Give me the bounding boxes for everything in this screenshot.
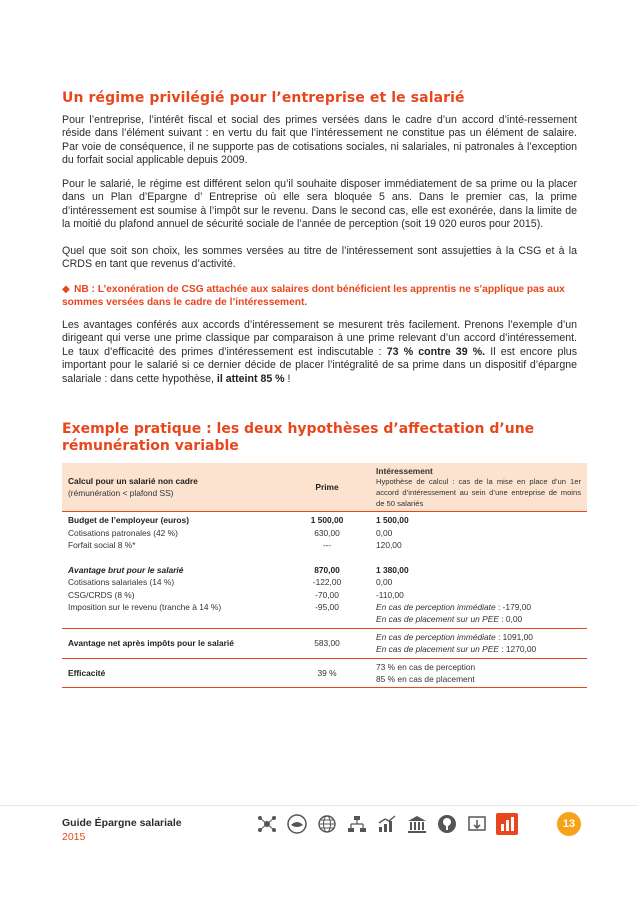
header-prime: Prime xyxy=(315,481,339,492)
eff-label: Efficacité xyxy=(62,658,284,688)
prime-cot-salariales: -122,00 xyxy=(312,577,342,588)
header-inter-sub: Hypothèse de calcul : cas de la mise en place d’un 1er accord d’intéressement au sein d’une entreprise de moins de 50 salariés xyxy=(376,477,581,508)
comparison-table xyxy=(62,463,587,688)
net-prime: 583,00 xyxy=(284,628,370,658)
label-csg-crds: CSG/CRDS (8 %) xyxy=(68,589,135,600)
budget-prime-values xyxy=(284,512,370,629)
inter-impot-pee-value: : 0,00 xyxy=(498,614,523,625)
budget-labels xyxy=(62,512,284,629)
label-impot: Imposition sur le revenu (tranche à 14 %) xyxy=(68,602,222,613)
section-title: Un régime privilégié pour l’entreprise et le salarié xyxy=(62,90,465,106)
example-title: Exemple pratique : les deux hypothèses d’affectation d’une rémunération variable xyxy=(62,421,535,454)
inter-forfait-social: 120,00 xyxy=(376,540,402,550)
eff-inter-placement: 85 % en cas de placement xyxy=(376,674,475,685)
header-calc-sub: (rémunération < plafond SS) xyxy=(68,488,174,499)
inter-csg-crds: -110,00 xyxy=(376,589,404,600)
label-budget: Budget de l’employeur (euros) xyxy=(68,515,189,526)
net-inter-immediate-value: : 1091,00 xyxy=(495,631,533,642)
header-calc-cell xyxy=(62,463,284,512)
handshake-icon[interactable] xyxy=(286,813,308,835)
prime-budget: 1 500,00 xyxy=(310,515,344,526)
p4-b: 73 % contre 39 %. xyxy=(386,345,486,358)
prime-csg-crds: -70,00 xyxy=(315,589,339,600)
net-label: Avantage net après impôts pour le salarié xyxy=(62,628,284,658)
footer-title: Guide Épargne salariale xyxy=(62,817,182,829)
p4-c: Il est encore plus important pour le salarié si ce dernier décide de placer l’intégralité de sa prime dans un dispositif d’épargne salariale : dans cette hypothèse, xyxy=(62,345,577,385)
label-cot-salariales: Cotisations salariales (14 %) xyxy=(68,577,175,588)
inter-impot-immediate-label: En cas de perception immédiate xyxy=(376,602,496,613)
nb-note xyxy=(62,283,577,310)
prime-impot: -95,00 xyxy=(315,602,339,613)
inter-impot-immediate xyxy=(376,601,581,613)
table-row-budget xyxy=(62,512,587,629)
p4-a: Les avantages conférés aux accords d’intéressement se mesurent très facilement. Prenons l’exemple d’un dirigeant qui verse une prime classique par comparaison à une prime relevant d’un accord d’intéressement. Le taux d’efficacité des primes d’intéressement est indiscutable : xyxy=(62,319,577,358)
footer-icon-bar xyxy=(256,813,556,841)
header-inter-cell xyxy=(370,463,587,512)
net-inter-immediate-label: En cas de perception immédiate xyxy=(376,631,496,642)
eff-inter-perception: 73 % en cas de perception xyxy=(376,661,476,672)
p4-e: ! xyxy=(284,372,291,385)
table-header-row xyxy=(62,463,587,512)
prime-avantage-brut: 870,00 xyxy=(314,564,340,575)
label-avantage-brut: Avantage brut pour le salarié xyxy=(68,564,184,575)
prime-forfait-social: --- xyxy=(322,540,332,550)
tree-icon[interactable] xyxy=(436,813,458,835)
prime-cot-patronales: 630,00 xyxy=(314,527,340,538)
bank-icon[interactable] xyxy=(406,813,428,835)
label-cot-patronales: Cotisations patronales (42 %) xyxy=(68,527,178,538)
paragraph-salarie: Pour le salarié, le régime est différent selon qu’il souhaite disposer immédiatement de sa prime ou la placer dans un Plan d’Epargne d’ Entreprise où elle sera bloquée 5 ans. Dans le premier cas, la prime d’intéressement est soumise à l’impôt sur le revenu. Dans le second cas, elle est exonérée, dans la limite de la moitié du plafond annuel de sécurité sociale de l’année de perception (soit 19 020 euros pour 2015). xyxy=(62,178,577,231)
net-inter-immediate xyxy=(376,631,581,643)
net-inter-pee xyxy=(376,643,581,655)
nb-text: NB : L’exonération de CSG attachée aux salaires dont bénéficient les apprentis ne s’applique pas aux sommes versées dans le cadre de l’intéressement. xyxy=(62,284,565,309)
org-chart-icon[interactable] xyxy=(346,813,368,835)
p4-d: il atteint 85 % xyxy=(216,372,285,385)
bar-chart-active-icon[interactable] xyxy=(496,813,518,835)
inter-avantage-brut: 1 380,00 xyxy=(376,564,409,575)
label-forfait-social: Forfait social 8 %* xyxy=(68,540,136,550)
eff-inter-cell xyxy=(370,658,587,688)
page-number-badge: 13 xyxy=(557,812,581,836)
inter-impot-immediate-value: : -179,00 xyxy=(495,602,532,613)
download-box-icon[interactable] xyxy=(466,813,488,835)
eff-prime: 39 % xyxy=(284,658,370,688)
footer-year: 2015 xyxy=(62,831,86,843)
inter-budget: 1 500,00 xyxy=(376,515,409,526)
inter-impot-pee xyxy=(376,613,581,625)
header-calc-title: Calcul pour un salarié non cadre xyxy=(68,475,198,486)
diamond-bullet-icon: ◆ xyxy=(62,284,70,295)
budget-inter-values xyxy=(370,512,587,629)
inter-cot-patronales: 0,00 xyxy=(376,527,393,538)
paragraph-entreprise: Pour l’entreprise, l’intérêt fiscal et social des primes versées dans le cadre d’un accord d’inté-ressement réside dans l’élément suivant : en vertu du fait que l’intéressement ne constitue pas un élément de salaire. Par voie de conséquence, il ne supporte pas de cotisations sociales, ni salariales, ni patronales à l’exception du forfait social applicable depuis 2009. xyxy=(62,114,577,167)
header-inter-title: Intéressement xyxy=(376,466,433,476)
table-row-efficacite xyxy=(62,658,587,688)
globe-icon[interactable] xyxy=(316,813,338,835)
network-icon[interactable] xyxy=(256,813,278,835)
footer-divider xyxy=(0,805,638,806)
growth-chart-icon[interactable] xyxy=(376,813,398,835)
paragraph-csg: Quel que soit son choix, les sommes versées au titre de l’intéressement sont assujetties à la CSG et à la CRDS en tant que revenus d’activité. xyxy=(62,245,577,271)
net-inter-pee-label: En cas de placement sur un PEE xyxy=(376,644,499,655)
net-inter-pee-value: : 1270,00 xyxy=(498,644,537,655)
inter-cot-salariales: 0,00 xyxy=(376,577,393,588)
net-inter-cell xyxy=(370,628,587,658)
inter-impot-pee-label: En cas de placement sur un PEE xyxy=(376,614,499,625)
paragraph-avantages xyxy=(62,319,577,386)
table-row-net xyxy=(62,628,587,658)
